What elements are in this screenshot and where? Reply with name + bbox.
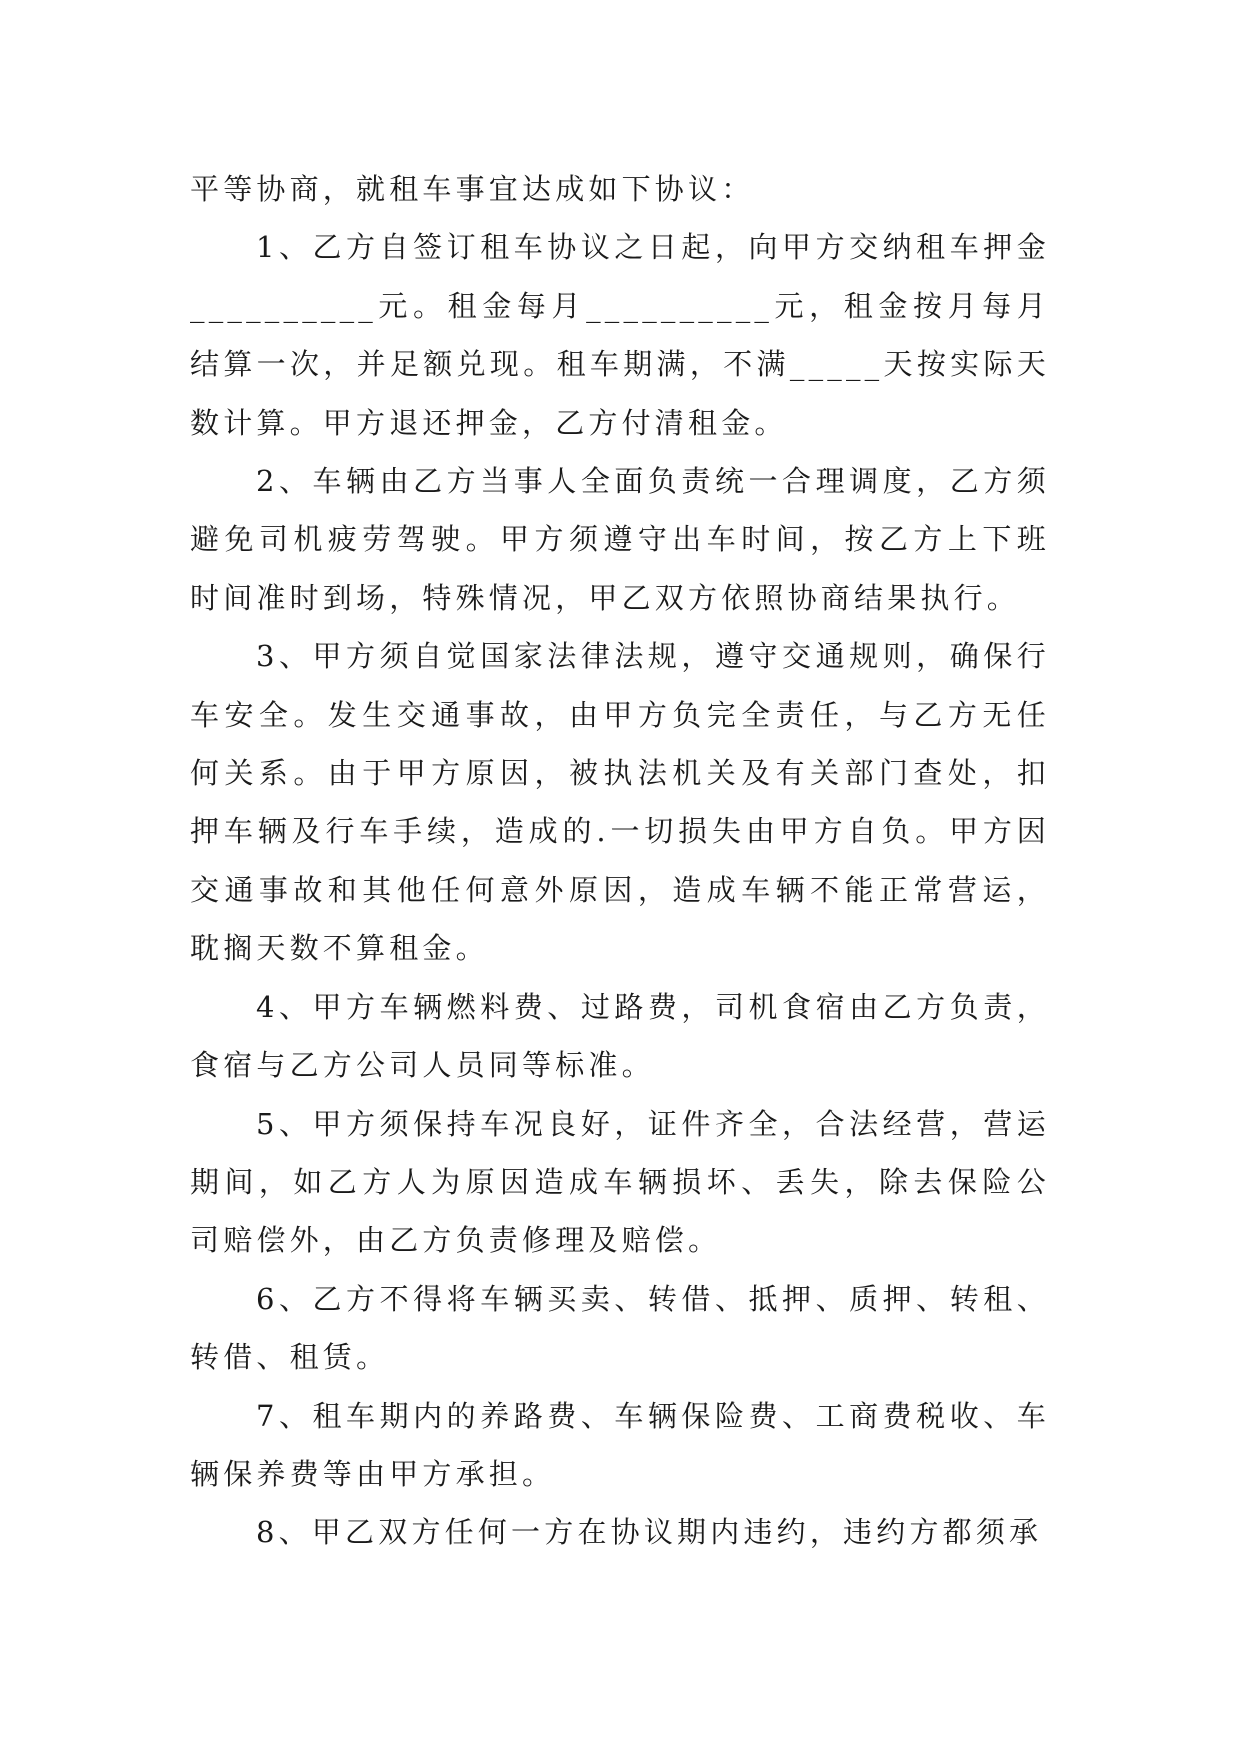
clause-3-paragraph: 3、甲方须自觉国家法律法规，遵守交通规则，确保行车安全。发生交通事故，由甲方负完全责任，与乙方无任何关系。由于甲方原因，被执法机关及有关部门查处，扣押车辆及行车手续，造成的.一切损失由甲方自负。甲方因交通事故和其他任何意外原因，造成车辆不能正常营运，耽搁天数不算租金。	[190, 639, 1050, 966]
clause-6-paragraph: 6、乙方不得将车辆买卖、转借、抵押、质押、转租、转借、租赁。	[190, 1281, 1050, 1375]
clause-1-paragraph: 1、乙方自签订租车协议之日起，向甲方交纳租车押金__________元。租金每月__________元，租金按月每月结算一次，并足额兑现。租车期满，不满_____天按实际天数计算。甲方退还押金，乙方付清租金。	[190, 230, 1050, 440]
clause-2-paragraph: 2、车辆由乙方当事人全面负责统一合理调度，乙方须避免司机疲劳驾驶。甲方须遵守出车时间，按乙方上下班时间准时到场，特殊情况，甲乙双方依照协商结果执行。	[190, 464, 1050, 615]
intro-paragraph: 平等协商，就租车事宜达成如下协议：	[190, 172, 755, 206]
clause-8-paragraph: 8、甲乙双方任何一方在协议期内违约，违约方都须承	[256, 1515, 1043, 1550]
document-body	[190, 160, 1050, 1562]
clause-7-paragraph: 7、租车期内的养路费、车辆保险费、工商费税收、车辆保养费等由甲方承担。	[190, 1398, 1050, 1491]
clause-5-paragraph: 5、甲方须保持车况良好，证件齐全，合法经营，营运期间，如乙方人为原因造成车辆损坏、丢失，除去保险公司赔偿外，由乙方负责修理及赔偿。	[190, 1106, 1050, 1258]
clause-4-paragraph: 4、甲方车辆燃料费、过路费，司机食宿由乙方负责，食宿与乙方公司人员同等标准。	[190, 989, 1050, 1083]
